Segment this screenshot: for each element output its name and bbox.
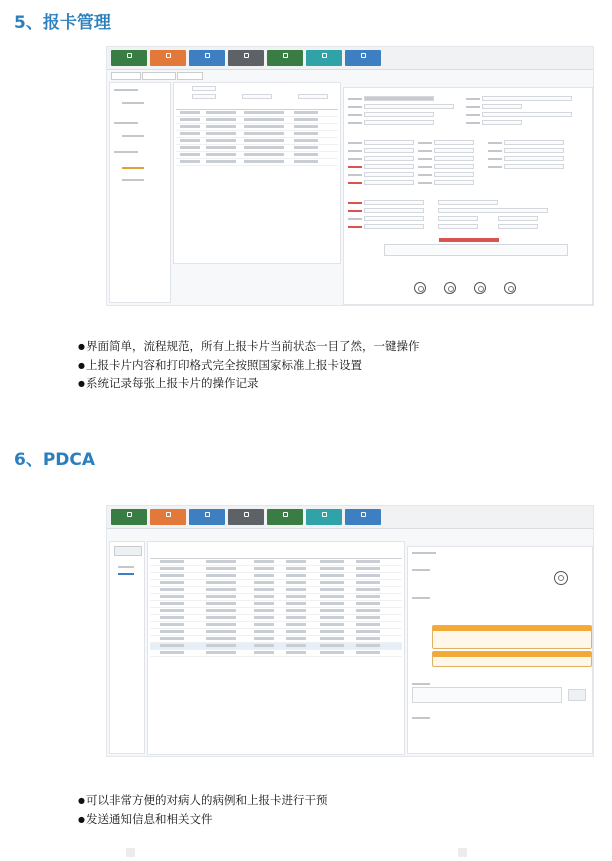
- chart-icon: [283, 53, 288, 58]
- chart-icon: [283, 512, 288, 517]
- warning-icon: [166, 53, 171, 58]
- form-row: [348, 216, 582, 222]
- table-row[interactable]: [176, 145, 338, 152]
- action-button-2[interactable]: [444, 282, 456, 294]
- message-bubble: [432, 651, 592, 667]
- table-row[interactable]: [176, 124, 338, 131]
- sidebar-group-1[interactable]: [114, 89, 138, 91]
- sidebar-item-2[interactable]: [118, 573, 134, 575]
- bullet-item: ● 发送通知信息和相关文件: [78, 811, 327, 830]
- pane-title: [412, 552, 436, 554]
- section-6-bullets: [78, 792, 327, 829]
- send-button[interactable]: [568, 689, 586, 701]
- tab-3[interactable]: [177, 72, 203, 80]
- section-heading-card-management: 5、报卡管理: [14, 13, 111, 33]
- message-bubble: [432, 625, 592, 649]
- toolbar-button-1[interactable]: [111, 50, 147, 66]
- table-row[interactable]: [176, 159, 338, 166]
- section-heading-pdca: 6、PDCA: [14, 450, 96, 470]
- settings-icon: [244, 512, 249, 517]
- form-row: [348, 140, 582, 146]
- settings-icon: [244, 53, 249, 58]
- card-detail-form: [343, 87, 593, 305]
- table-row[interactable]: [176, 117, 338, 124]
- sidebar-group-2[interactable]: [114, 122, 138, 124]
- action-button-1[interactable]: [414, 282, 426, 294]
- bullet-item: ● 系统记录每张上报卡片的操作记录: [78, 375, 419, 394]
- page-footer-mark-left: [126, 848, 135, 857]
- toolbar-button-1[interactable]: [111, 509, 147, 525]
- sidebar-subitem-3[interactable]: [122, 167, 144, 169]
- filter-field-1[interactable]: [192, 86, 216, 91]
- home-icon: [127, 512, 132, 517]
- toolbar-button-3[interactable]: [189, 509, 225, 525]
- form-row: [348, 180, 582, 186]
- notes-box[interactable]: [384, 244, 568, 256]
- reply-input[interactable]: [412, 687, 562, 703]
- filter-field-4[interactable]: [298, 94, 328, 99]
- search-icon: [322, 512, 327, 517]
- bullet-item: ● 可以非常方便的对病人的病例和上报卡进行干预: [78, 792, 327, 811]
- sidebar-item-1[interactable]: [118, 566, 134, 568]
- table-row[interactable]: [150, 580, 402, 587]
- toolbar-button-7[interactable]: [345, 509, 381, 525]
- table-row[interactable]: [176, 138, 338, 145]
- form-row: [348, 200, 582, 206]
- action-button-3[interactable]: [474, 282, 486, 294]
- form-row: [348, 120, 582, 126]
- app-toolbar: [107, 47, 593, 70]
- tab-2[interactable]: [142, 72, 176, 80]
- tab-1[interactable]: [111, 72, 141, 80]
- form-row: [348, 156, 582, 162]
- toolbar-button-5[interactable]: [267, 50, 303, 66]
- toolbar-button-7[interactable]: [345, 50, 381, 66]
- bullet-item: ● 界面简单，流程规范，所有上报卡片当前状态一目了然，一键操作: [78, 338, 419, 357]
- table-row[interactable]: [150, 636, 402, 643]
- table-row[interactable]: [150, 594, 402, 601]
- gear-icon: [361, 53, 366, 58]
- home-icon: [127, 53, 132, 58]
- form-row: [348, 104, 582, 110]
- sidebar-group-3[interactable]: [114, 151, 138, 153]
- warning-icon: [166, 512, 171, 517]
- form-row: [348, 112, 582, 118]
- form-row: [348, 208, 582, 214]
- bullet-item: ● 上报卡片内容和打印格式完全按照国家标准上报卡设置: [78, 357, 419, 376]
- table-row[interactable]: [150, 650, 402, 657]
- table-row[interactable]: [150, 559, 402, 566]
- tab-strip: [111, 72, 204, 80]
- attachments-label: [412, 717, 430, 719]
- form-row: [348, 172, 582, 178]
- toolbar-button-4[interactable]: [228, 50, 264, 66]
- sidebar-subitem-2[interactable]: [122, 135, 144, 137]
- table-row[interactable]: [176, 110, 338, 117]
- intervention-pane: [407, 546, 593, 754]
- card-list-pane: [173, 82, 341, 264]
- table-row[interactable]: [150, 573, 402, 580]
- screenshot-pdca: [106, 505, 594, 757]
- toolbar-button-3[interactable]: [189, 50, 225, 66]
- filter-field-3[interactable]: [242, 94, 272, 99]
- table-row[interactable]: [150, 566, 402, 573]
- screenshot-card-management: [106, 46, 594, 306]
- gear-icon: [361, 512, 366, 517]
- table-row[interactable]: [150, 643, 402, 650]
- sidebar-subitem-4[interactable]: [122, 179, 144, 181]
- card-type-title: [439, 238, 499, 242]
- table-row[interactable]: [176, 131, 338, 138]
- intervention-record-label: [412, 597, 430, 599]
- toolbar-button-2[interactable]: [150, 509, 186, 525]
- table-row[interactable]: [150, 615, 402, 622]
- table-row[interactable]: [150, 601, 402, 608]
- toolbar-button-4[interactable]: [228, 509, 264, 525]
- sidebar-subitem-1[interactable]: [122, 102, 144, 104]
- patient-list-pane: [147, 541, 405, 755]
- form-row: [348, 96, 582, 102]
- app-toolbar: [107, 506, 593, 529]
- search-icon: [322, 53, 327, 58]
- document-icon: [205, 512, 210, 517]
- patient-info-label: [412, 569, 430, 571]
- filter-field-2[interactable]: [192, 94, 216, 99]
- document-icon: [205, 53, 210, 58]
- table-header: [176, 103, 338, 110]
- table-row[interactable]: [176, 152, 338, 159]
- sidebar-button[interactable]: [114, 546, 142, 556]
- table-row[interactable]: [150, 629, 402, 636]
- table-header: [150, 552, 402, 559]
- toolbar-button-5[interactable]: [267, 509, 303, 525]
- table-row[interactable]: [150, 587, 402, 594]
- table-row[interactable]: [150, 608, 402, 615]
- toolbar-button-2[interactable]: [150, 50, 186, 66]
- pdca-sidebar: [109, 541, 145, 754]
- action-button-4[interactable]: [504, 282, 516, 294]
- section-5-bullets: [78, 338, 419, 394]
- table-row[interactable]: [150, 622, 402, 629]
- form-row: [348, 164, 582, 170]
- form-row: [348, 148, 582, 154]
- toolbar-button-6[interactable]: [306, 509, 342, 525]
- form-row: [348, 224, 582, 230]
- toolbar-button-6[interactable]: [306, 50, 342, 66]
- status-sidebar: [109, 82, 171, 303]
- avatar: [554, 571, 568, 585]
- page-footer-mark-right: [458, 848, 467, 857]
- reply-label: [412, 683, 430, 685]
